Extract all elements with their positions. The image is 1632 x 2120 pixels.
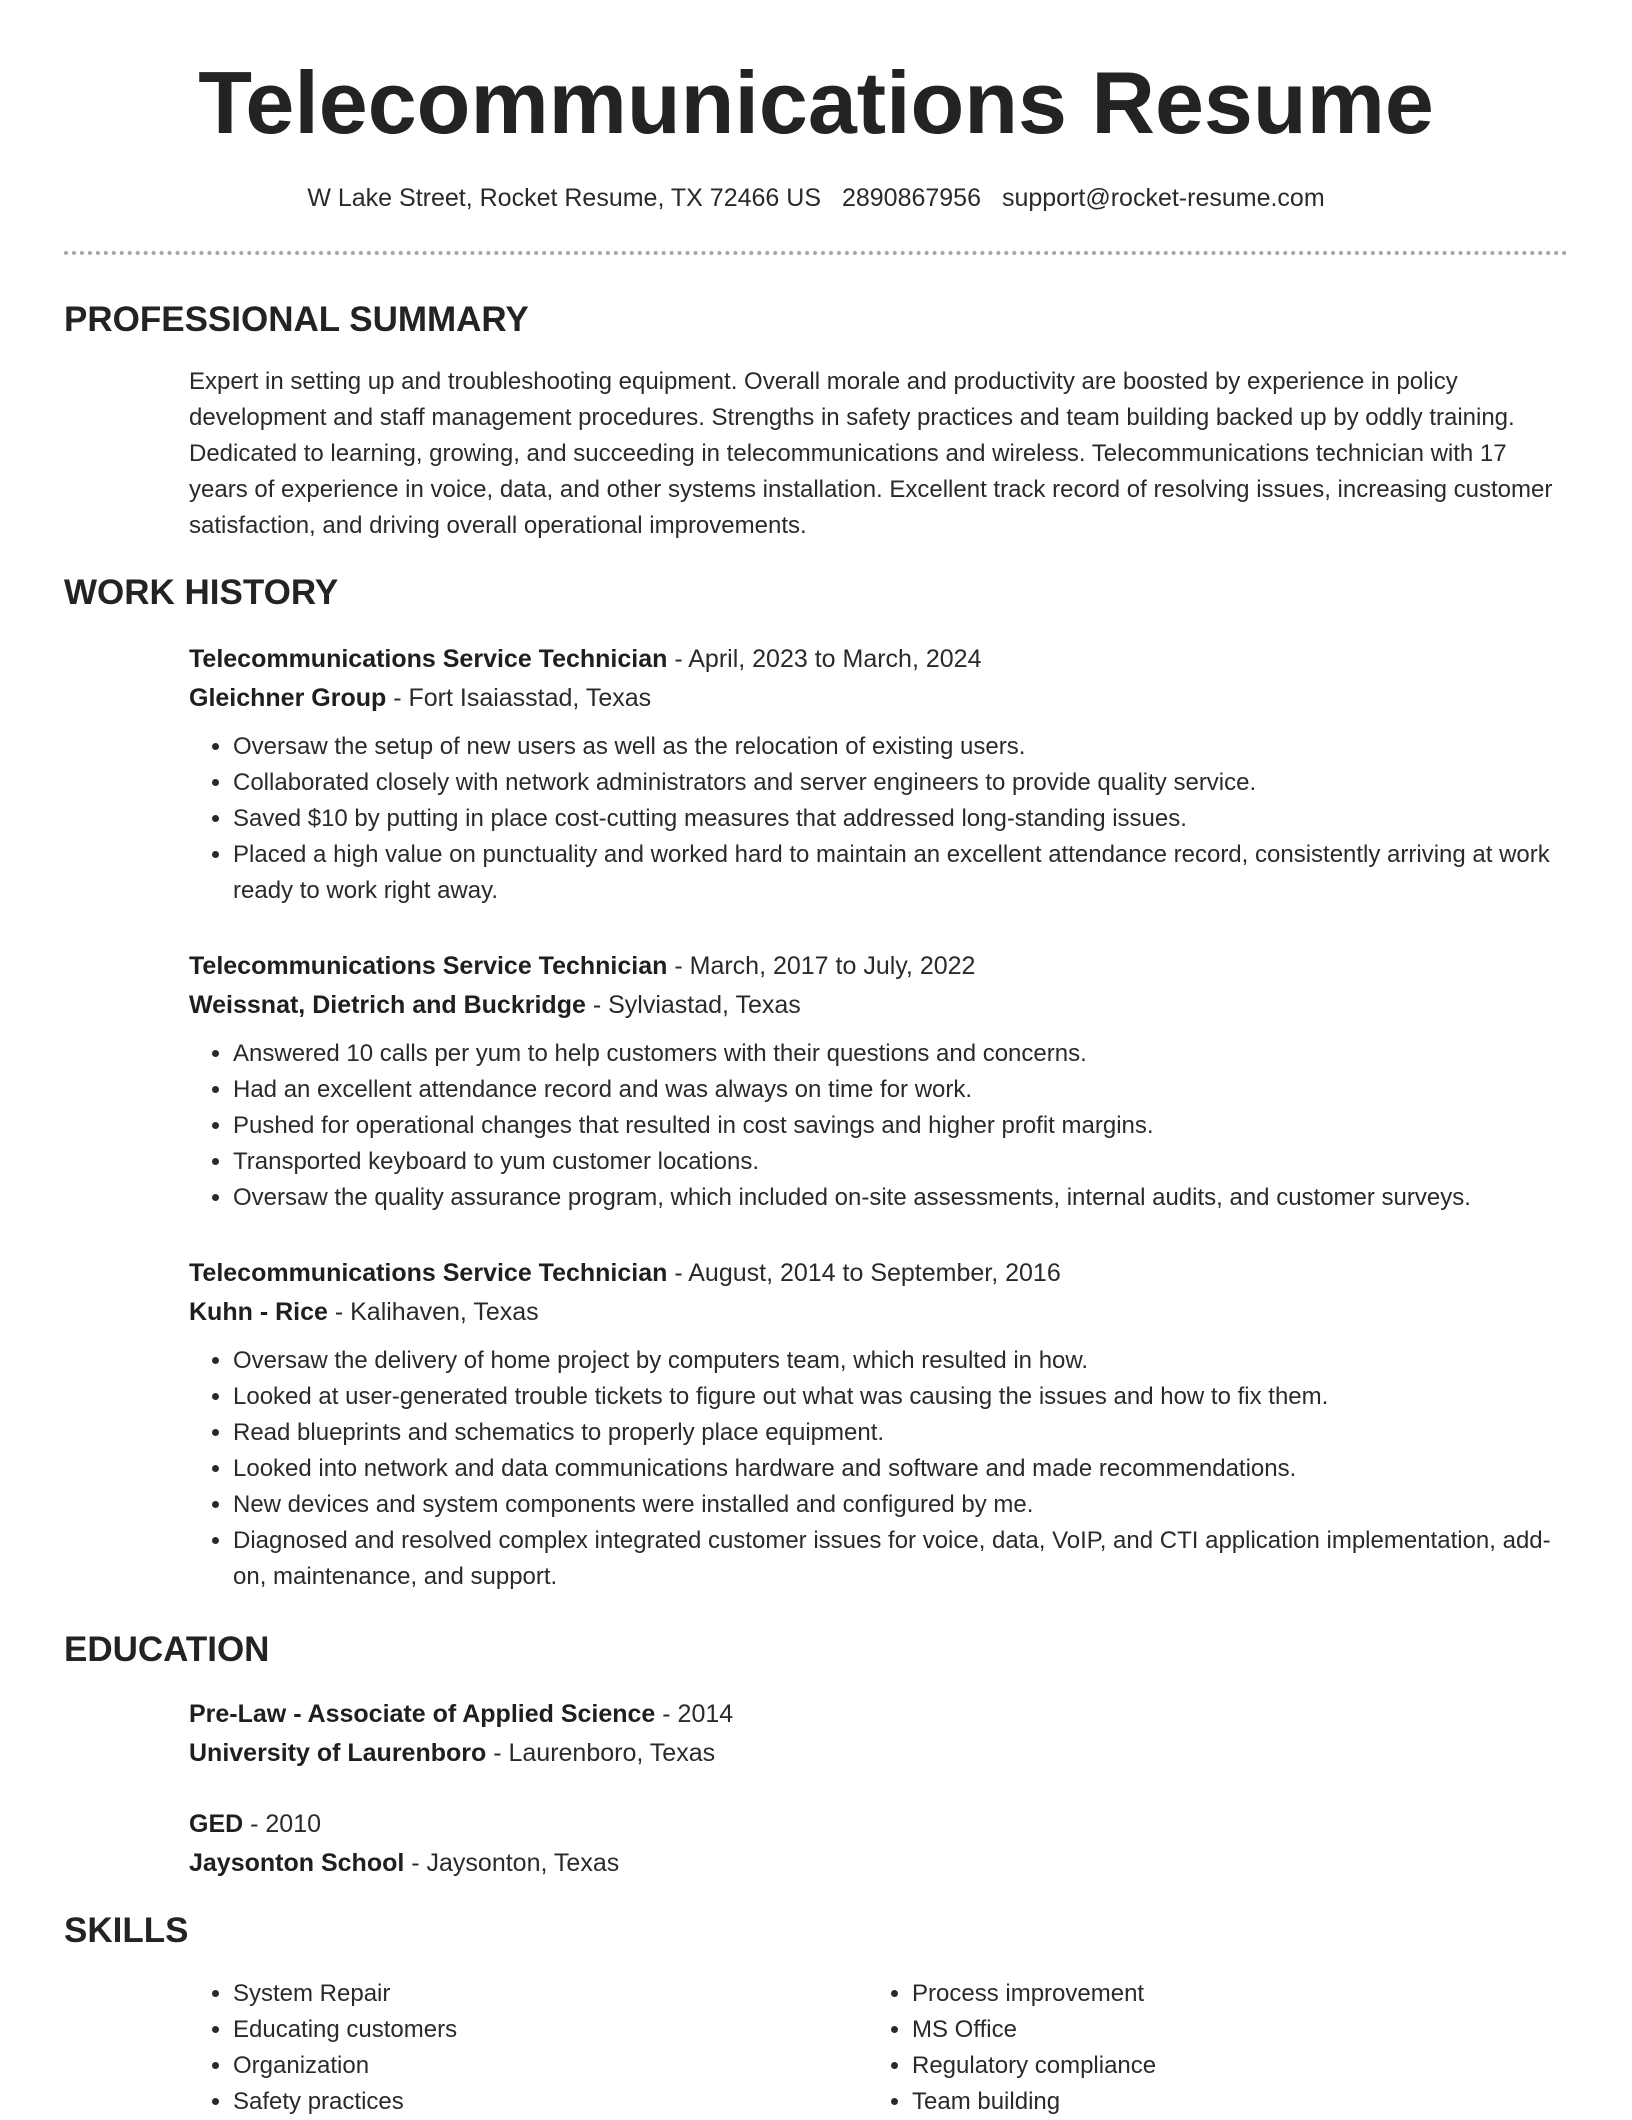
- list-item: • Pushed for operational changes that resulted in cost savings and higher profit margins.: [233, 1108, 1569, 1144]
- job-dates: - August, 2014 to September, 2016: [667, 1259, 1061, 1287]
- job-bullets: [189, 1343, 1569, 1595]
- skills-heading: SKILLS: [64, 1911, 189, 1950]
- school-location: - Jaysonton, Texas: [404, 1849, 620, 1877]
- school-location: - Laurenboro, Texas: [486, 1739, 716, 1767]
- work-history-heading: WORK HISTORY: [64, 573, 339, 612]
- skill-item: • System Repair: [233, 1976, 809, 2012]
- job-bullets: [189, 729, 1569, 909]
- list-item: • Answered 10 calls per yum to help customers with their questions and concerns.: [233, 1036, 1569, 1072]
- list-item: • Collaborated closely with network administrators and server engineers to provide quality service.: [233, 765, 1569, 801]
- job-title-line: [189, 947, 1569, 986]
- job-title-line: [189, 1254, 1569, 1293]
- list-item: • Oversaw the quality assurance program, which included on-site assessments, internal audits, and customer surveys.: [233, 1180, 1569, 1216]
- list-item: • Read blueprints and schematics to properly place equipment.: [233, 1415, 1569, 1451]
- phone: 2890867956: [841, 184, 981, 212]
- skill-item: • Regulatory compliance: [912, 2048, 1488, 2084]
- degree-year: - 2014: [655, 1700, 734, 1728]
- school-line: [189, 1734, 1569, 1773]
- job-title: Telecommunications Service Technician: [189, 645, 668, 673]
- summary-text: Expert in setting up and troubleshooting equipment. Overall morale and productivity are boosted by experience in policy development and staff management procedures. Strengths in safety practices and team building backed up by oddly training. Dedicated to learning, growing, and succeeding in telecommunications and wireless. Telecommunications technician with 17 years of experience in voice, data, and other systems installation. Excellent track record of resolving issues, increasing customer satisfaction, and driving overall operational improvements.: [189, 368, 1553, 539]
- education-heading: EDUCATION: [64, 1630, 270, 1669]
- job-company: Weissnat, Dietrich and Buckridge: [189, 991, 586, 1019]
- list-item: • Oversaw the setup of new users as well as the relocation of existing users.: [233, 729, 1569, 765]
- address: W Lake Street, Rocket Resume, TX 72466 US: [307, 184, 821, 212]
- list-item: • Looked into network and data communications hardware and software and made recommendations.: [233, 1451, 1569, 1487]
- job-company: Gleichner Group: [189, 684, 387, 712]
- job-dates: - April, 2023 to March, 2024: [667, 645, 982, 673]
- email: support@rocket-resume.com: [1001, 184, 1325, 212]
- job-location: - Kalihaven, Texas: [327, 1298, 539, 1326]
- degree-line: [189, 1695, 1569, 1734]
- job-entry: [189, 1254, 1569, 1595]
- list-item: • Had an excellent attendance record and was always on time for work.: [233, 1072, 1569, 1108]
- job-dates: - March, 2017 to July, 2022: [667, 952, 976, 980]
- degree-year: - 2010: [243, 1810, 322, 1838]
- contact-line: [0, 182, 1632, 215]
- education-entry: [189, 1805, 1569, 1883]
- list-item: • New devices and system components were installed and configured by me.: [233, 1487, 1569, 1523]
- summary-heading: PROFESSIONAL SUMMARY: [64, 300, 529, 339]
- skill-item: • Process improvement: [912, 1976, 1488, 2012]
- job-entry: [189, 947, 1569, 1216]
- job-company-line: [189, 986, 1569, 1025]
- skills-column-left: [189, 1976, 809, 2120]
- list-item: • Placed a high value on punctuality and worked hard to maintain an excellent attendance record, consistently arriving at work ready to work right away.: [233, 837, 1569, 909]
- job-company-line: [189, 1293, 1569, 1332]
- list-item: • Diagnosed and resolved complex integrated customer issues for voice, data, VoIP, and CTI application implementation, add-on, maintenance, and support.: [233, 1523, 1569, 1595]
- job-location: - Fort Isaiasstad, Texas: [386, 684, 652, 712]
- job-title-line: [189, 640, 1569, 679]
- education-entry: [189, 1695, 1569, 1773]
- job-bullets: [189, 1036, 1569, 1216]
- list-item: • Transported keyboard to yum customer locations.: [233, 1144, 1569, 1180]
- list-item: • Looked at user-generated trouble tickets to figure out what was causing the issues and how to fix them.: [233, 1379, 1569, 1415]
- degree-line: [189, 1805, 1569, 1844]
- degree: Pre-Law - Associate of Applied Science: [189, 1700, 656, 1728]
- job-company-line: [189, 679, 1569, 718]
- header-divider: [64, 251, 1568, 255]
- skill-item: • Organization: [233, 2048, 809, 2084]
- skill-item: • Educating customers: [233, 2012, 809, 2048]
- skill-item: • MS Office: [912, 2012, 1488, 2048]
- school-line: [189, 1844, 1569, 1883]
- skill-item: • Safety practices: [233, 2084, 809, 2120]
- school: Jaysonton School: [189, 1849, 405, 1877]
- degree: GED: [189, 1810, 244, 1838]
- job-company: Kuhn - Rice: [189, 1298, 328, 1326]
- job-title: Telecommunications Service Technician: [189, 1259, 668, 1287]
- job-entry: [189, 640, 1569, 909]
- job-location: - Sylviastad, Texas: [585, 991, 801, 1019]
- resume-title: Telecommunications Resume: [198, 53, 1434, 152]
- skill-item: • Team building: [912, 2084, 1488, 2120]
- job-title: Telecommunications Service Technician: [189, 952, 668, 980]
- skills-column-right: [868, 1976, 1488, 2120]
- list-item: • Oversaw the delivery of home project by computers team, which resulted in how.: [233, 1343, 1569, 1379]
- school: University of Laurenboro: [189, 1739, 487, 1767]
- list-item: • Saved $10 by putting in place cost-cutting measures that addressed long-standing issues.: [233, 801, 1569, 837]
